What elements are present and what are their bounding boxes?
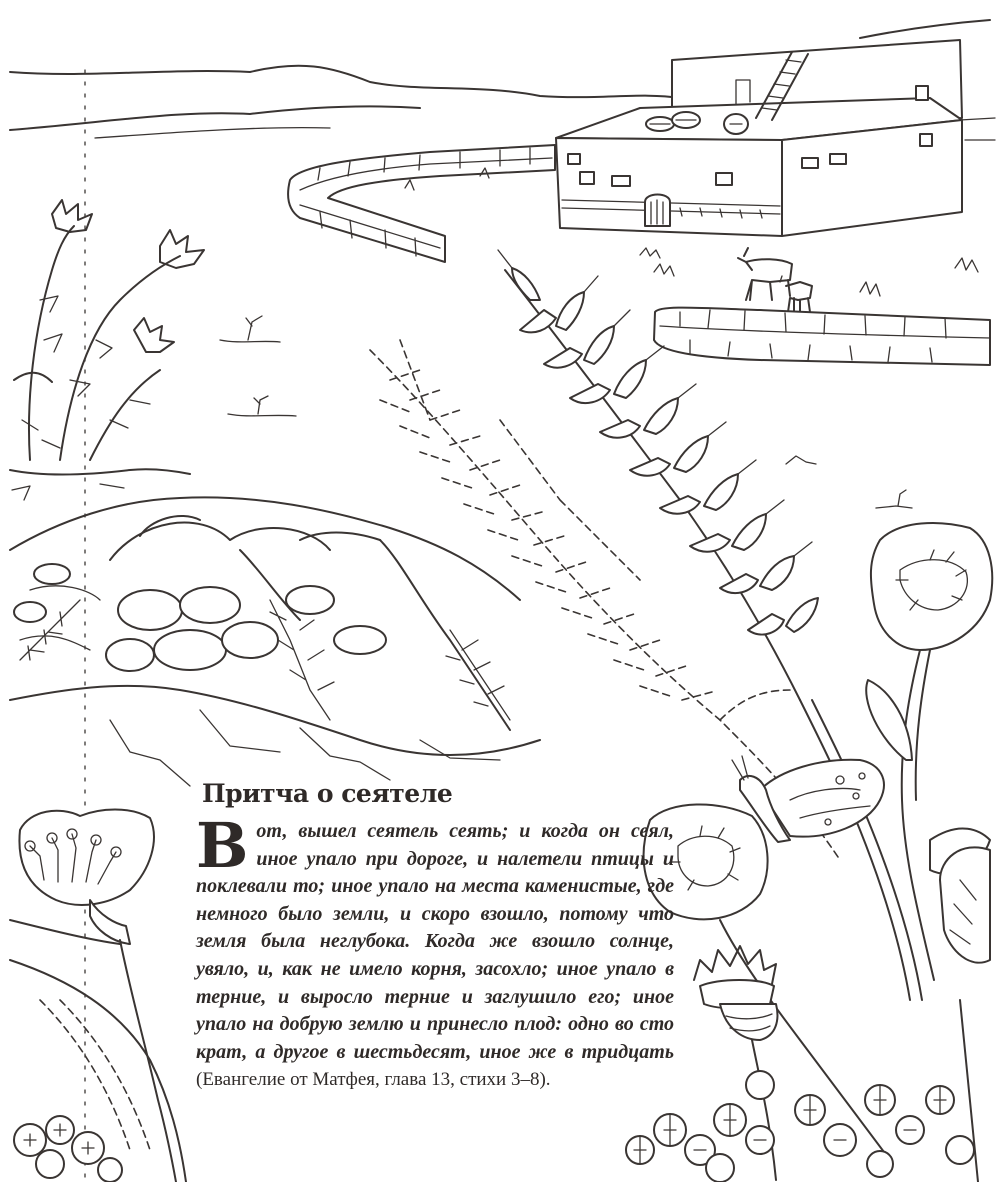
parable-title: Притча о сеятеле (202, 779, 453, 808)
scripture-citation: (Евангелие от Матфея, глава 13, стихи 3–8). (196, 1069, 551, 1091)
thistle-bush (10, 200, 204, 500)
stone-wall-lower (654, 308, 990, 365)
parable-verse: от, вышел сеятель сеять; и когда он сеял, иное упало при дороге, и налетели птицы и поклевали то; иное упало на места каменистые, где немного было земли, и скоро взошло, потому что земля была неглубока. Когда же взошло солнце, увяло, и, как не имело корня, засохло; иное упало в терние, и выросло терние и заглушило его; иное упало на добрую землю и принесло плод: одно во сто крат, а другое в шестьдесят, иное же в тридцать (196, 820, 674, 1063)
flat-roof-house (556, 40, 962, 236)
poppy-flower-right (866, 523, 992, 980)
flower-cluster-right (626, 1000, 978, 1182)
flower-cluster-left (14, 1116, 122, 1182)
goats (738, 248, 812, 312)
parable-body (196, 809, 674, 1094)
stone-wall-upper (288, 145, 555, 262)
drop-cap: В (196, 809, 249, 882)
rocky-ground (10, 497, 540, 786)
parable-text-block (196, 778, 674, 1094)
